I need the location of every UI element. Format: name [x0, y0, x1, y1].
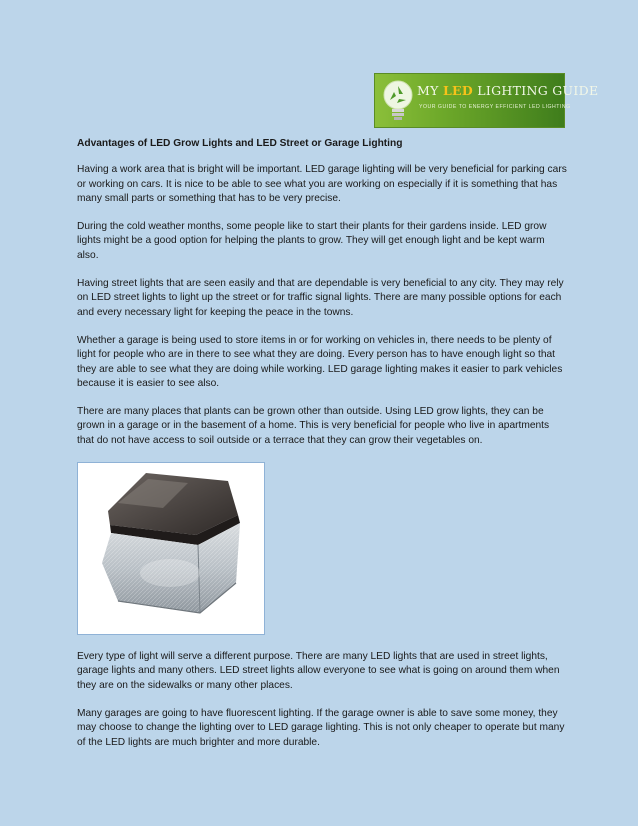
article-paragraph: During the cold weather months, some people like to start their plants for their gardens inside. LED grow lights might be a good option for helping the plants to grow. They will get enough light and be kept warm also.	[77, 221, 547, 261]
recycle-bulb-icon	[381, 78, 415, 122]
article-paragraph: There are many places that plants can be grown other than outside. Using LED grow lights, they can be grown in a garage or in the basement of a home. This is very beneficial for people who live in apartments that do not have access to soil outside or a terrace that they can grow their vegetables on.	[77, 406, 550, 446]
led-canopy-light-image	[77, 462, 265, 635]
logo-tagline: YOUR GUIDE TO ENERGY EFFICIENT LED LIGHTING	[419, 104, 571, 110]
article-paragraph: Having street lights that are seen easily and that are dependable is very beneficial to any city. They may rely on LED street lights to light up the street or for traffic signal lights. There are many possible options for each and every necessary light for keeping the peace in the towns.	[77, 278, 564, 318]
site-logo[interactable]	[374, 73, 599, 128]
article	[77, 137, 567, 764]
article-paragraph: Having a work area that is bright will be important. LED garage lighting will be very beneficial for parking cars or working on cars. It is nice to be able to see what you are working on especially if it is something that has many small parts or something that has to be very precise.	[77, 164, 567, 204]
article-paragraph: Every type of light will serve a different purpose. There are many LED lights that are used in street lights, garage lights and many others. LED street lights allow everyone to see what is going on around them when they are on the sidewalks or many other places.	[77, 651, 560, 691]
canopy-light-illustration	[78, 463, 264, 634]
logo-title: MY LED LIGHTING GUIDE	[417, 83, 599, 98]
article-paragraph: Many garages are going to have fluorescent lighting. If the garage owner is able to save some money, they may choose to change the lighting over to LED garage lighting. This is not only cheaper to operate but many of the LED lights are much brighter and more durable.	[77, 707, 565, 748]
article-paragraph: Whether a garage is being used to store items in or for working on vehicles in, there needs to be plenty of light for people who are in there to see what they are doing. Every person has to have enough light so that they are able to see what they are doing while working. LED garage lighting makes it easier to park vehicles because it is easier to see also.	[77, 334, 563, 389]
article-heading: Advantages of LED Grow Lights and LED Street or Garage Lighting	[77, 138, 403, 149]
